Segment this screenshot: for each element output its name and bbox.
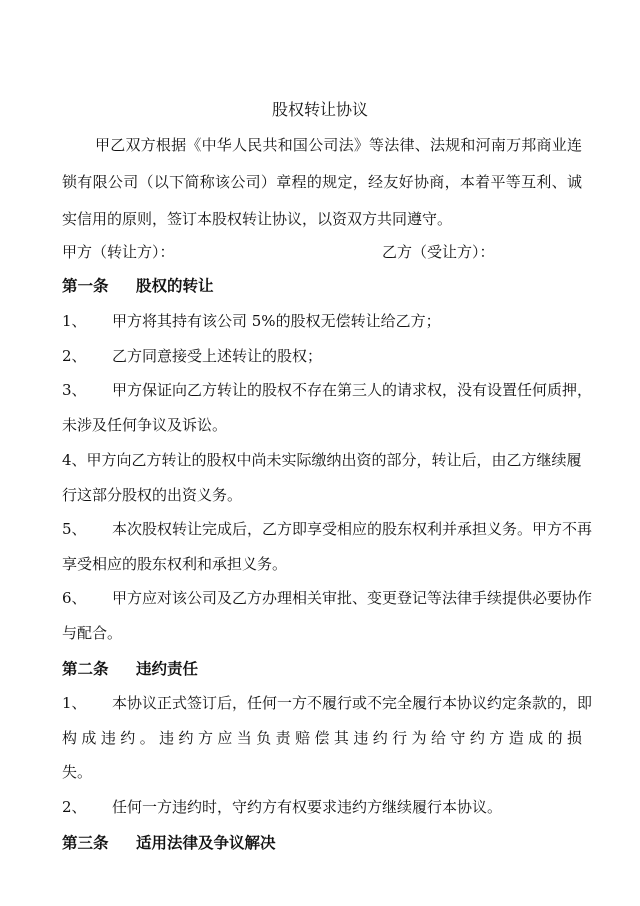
article-1-item-3 (62, 379, 593, 401)
item-number: 2、 (62, 798, 87, 816)
article-1-item-4-cont: 行这部分股权的出资义务。 (62, 486, 243, 504)
item-text: 甲方将其持有该公司 5%的股权无偿转让给乙方； (112, 312, 441, 330)
article-1-number: 第一条 (62, 276, 109, 295)
article-2-item-1-cont-2: 失。 (62, 763, 93, 781)
item-number: 1、 (62, 312, 87, 330)
item-text: 甲方应对该公司及乙方办理相关审批、变更登记等法律手续提供必要协作 (112, 589, 593, 607)
article-1-title: 股权的转让 (136, 276, 214, 295)
item-text: 甲方保证向乙方转让的股权不存在第三人的请求权，没有设置任何质押， (112, 381, 593, 399)
article-1-item-6 (62, 587, 593, 609)
article-1-item-5 (62, 518, 593, 540)
intro-line-2: 锁有限公司（以下简称该公司）章程的规定，经友好协商，本着平等互利、诚 (62, 173, 582, 191)
item-text: 甲方向乙方转让的股权中尚未实际缴纳出资的部分，转让后，由乙方继续履 (86, 451, 582, 469)
article-2-item-1 (62, 692, 593, 714)
party-b-label: 乙方（受让方）： (382, 243, 495, 261)
article-3-heading (62, 832, 582, 854)
article-3-number: 第三条 (62, 833, 109, 852)
article-2-heading (62, 658, 582, 680)
article-1-item-3-cont: 未涉及任何争议及诉讼。 (62, 416, 228, 434)
article-2-item-2 (62, 796, 582, 818)
article-3-title: 适用法律及争议解决 (136, 833, 276, 852)
item-number: 6、 (62, 589, 87, 607)
item-text: 任何一方违约时，守约方有权要求违约方继续履行本协议。 (112, 798, 503, 816)
article-1-heading (62, 275, 582, 297)
intro-line-1: 甲乙双方根据《中华人民共和国公司法》等法律、法规和河南万邦商业连 (95, 136, 582, 154)
article-1-item-1 (62, 310, 582, 332)
document-title: 股权转让协议 (271, 100, 368, 119)
item-number: 2、 (62, 347, 87, 365)
item-text: 本次股权转让完成后，乙方即享受相应的股东权利并承担义务。甲方不再 (112, 520, 593, 538)
article-2-number: 第二条 (62, 659, 109, 678)
party-a-label: 甲方（转让方）： (62, 243, 175, 261)
article-1-item-5-cont: 享受相应的股东权利和承担义务。 (62, 555, 288, 573)
intro-line-3: 实信用的原则，签订本股权转让协议，以资双方共同遵守。 (62, 210, 453, 228)
item-text: 本协议正式签订后，任何一方不履行或不完全履行本协议约定条款的，即 (112, 694, 593, 712)
item-number: 5、 (62, 520, 87, 538)
item-number: 4、 (62, 451, 87, 469)
article-2-title: 违约责任 (136, 659, 199, 678)
article-1-item-6-cont: 与配合。 (62, 624, 123, 642)
item-number: 1、 (62, 694, 87, 712)
item-text: 乙方同意接受上述转让的股权； (112, 347, 323, 365)
item-number: 3、 (62, 381, 87, 399)
article-1-item-2 (62, 345, 582, 367)
article-1-item-4 (62, 449, 582, 471)
article-2-item-1-cont: 构成违约。违约方应当负责赔偿其违约行为给守约方造成的损 (62, 729, 582, 747)
